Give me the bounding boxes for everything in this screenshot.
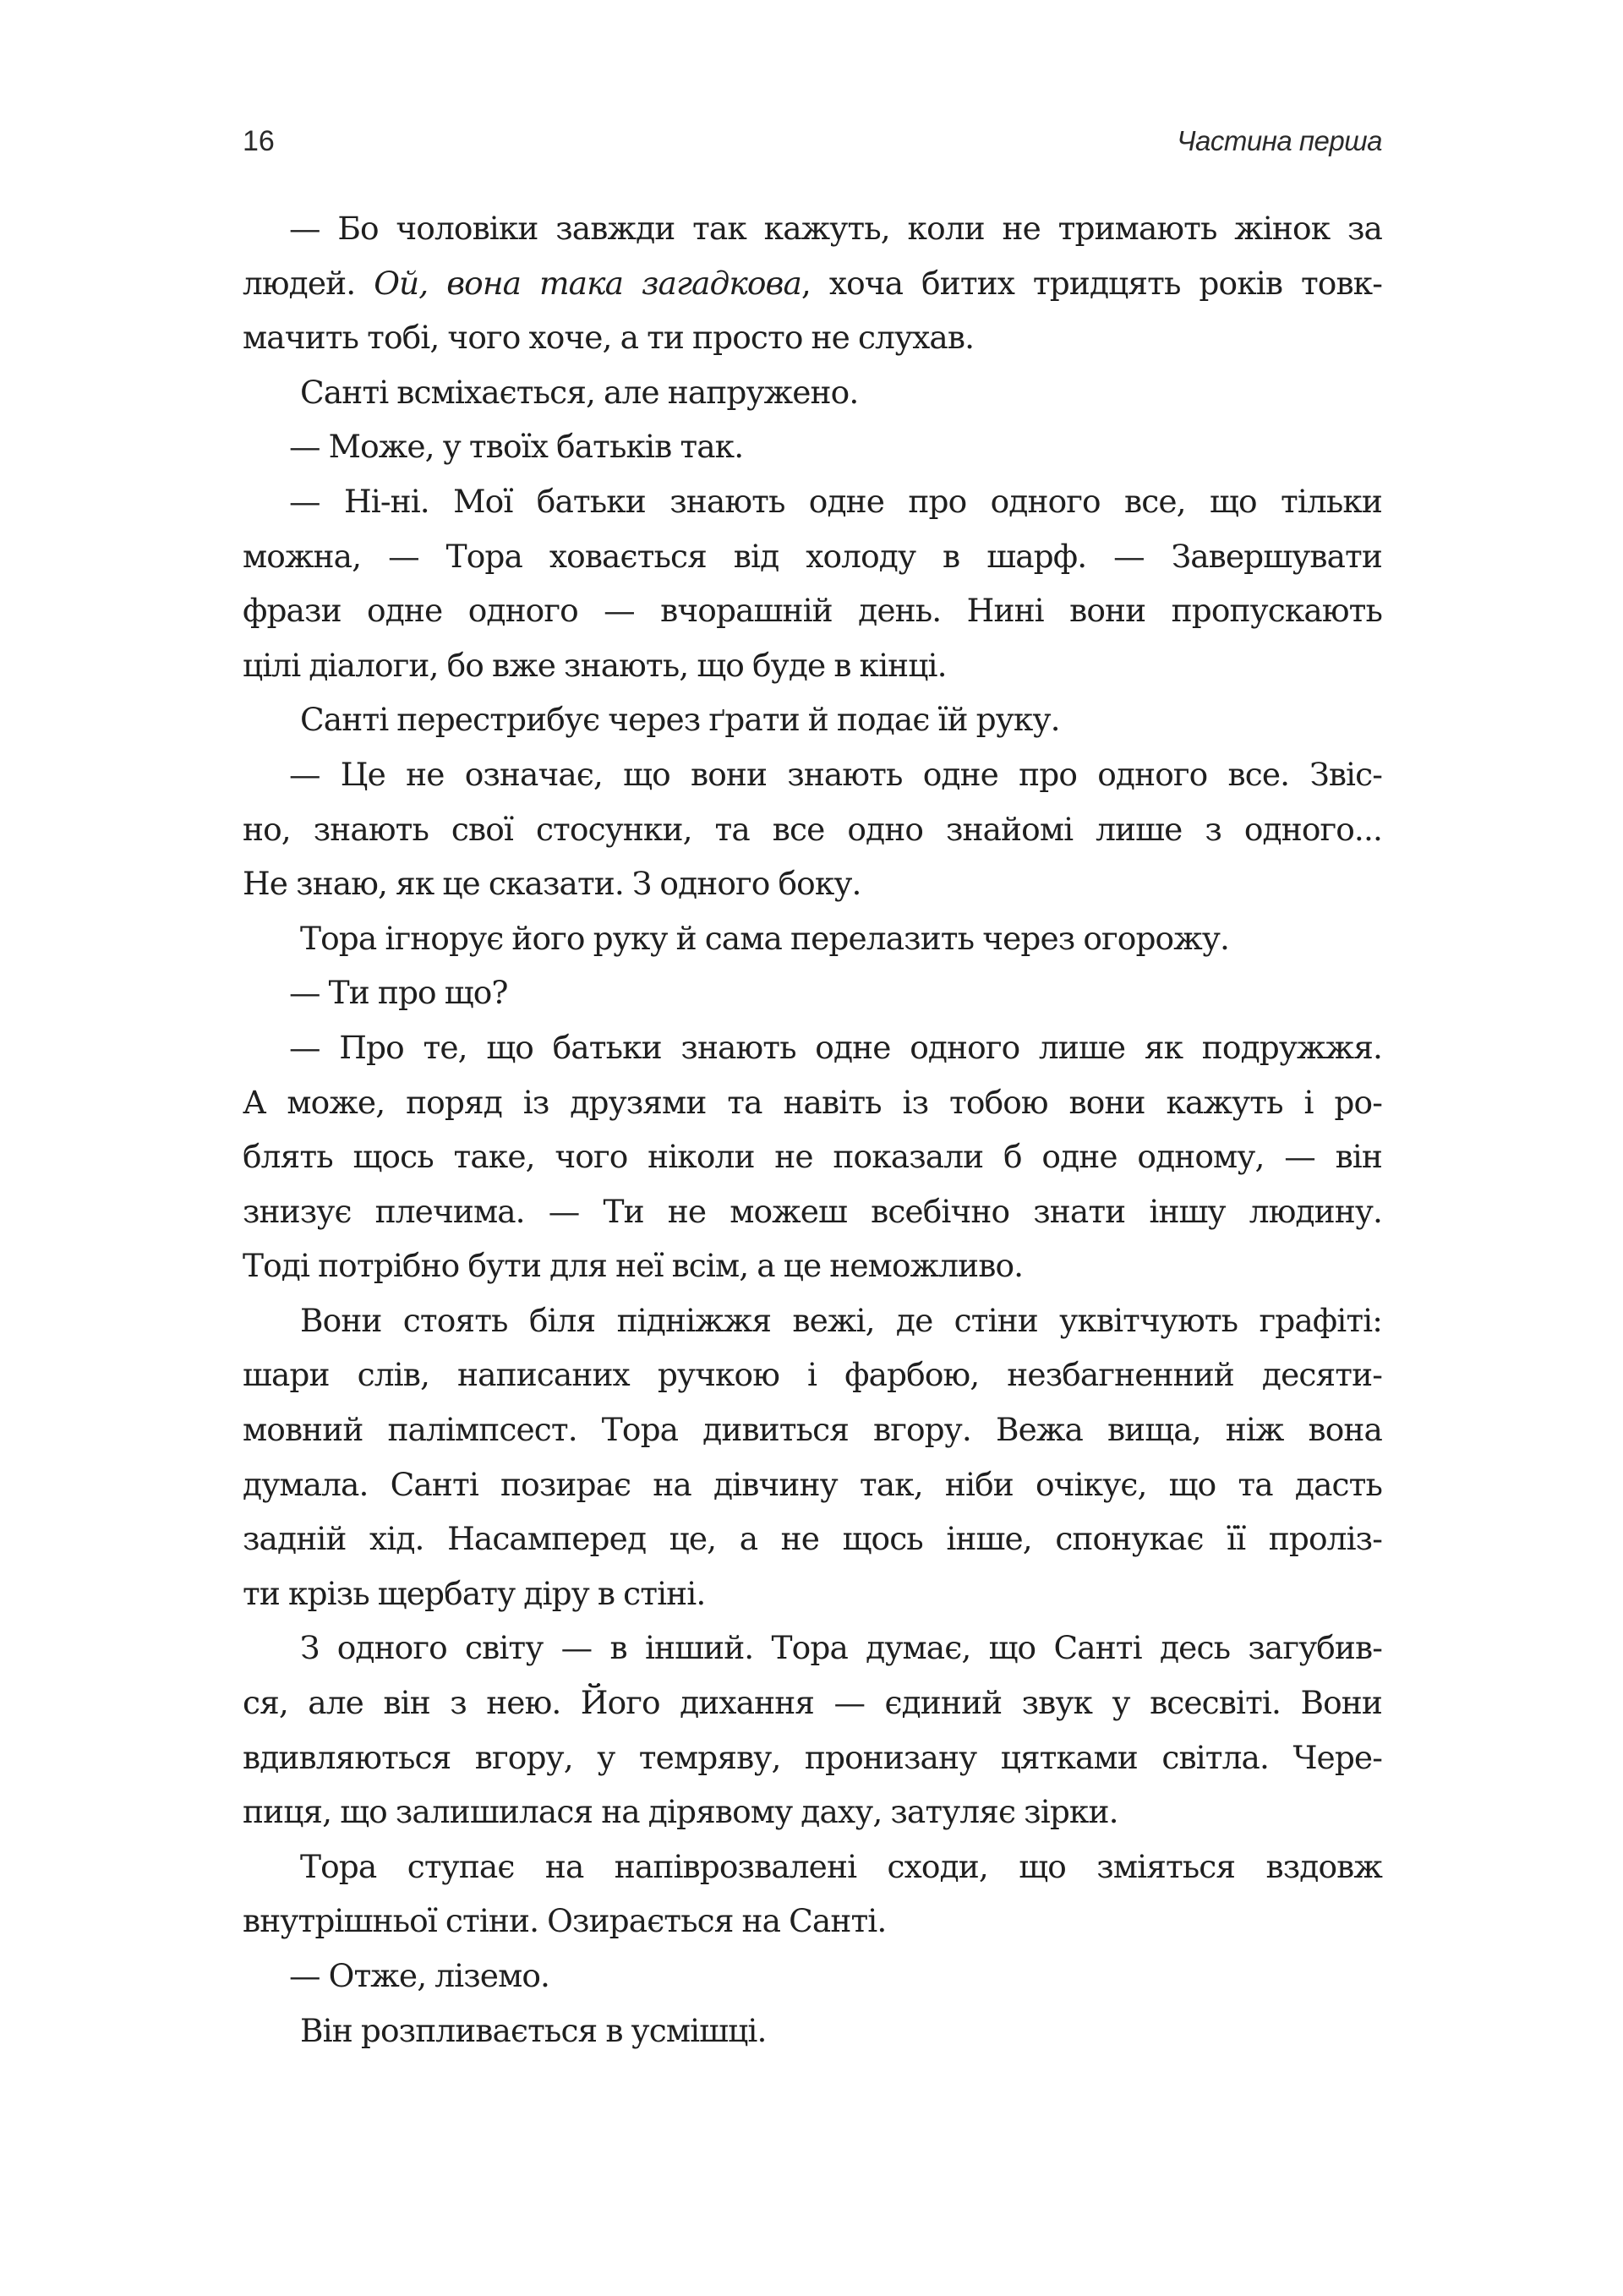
- text-line: Тора ігнорує його руку й сама перелазить через огорожу.: [300, 919, 1230, 957]
- text-line: знизує плечима. — Ти не можеш всебічно знати іншу людину.: [243, 1192, 1382, 1230]
- section-title: Частина перша: [1177, 125, 1382, 156]
- running-head: [243, 125, 1382, 167]
- text-line: Тоді потрібно бути для неї всім, а це неможливо.: [243, 1247, 1024, 1285]
- text-line: ти крізь щербату діру в стіні.: [243, 1574, 706, 1612]
- text-line: Він розпливається в усмішці.: [300, 2011, 767, 2049]
- text-line: внутрішньої стіни. Озирається на Санті.: [243, 1902, 887, 1940]
- text-line: цілі діалоги, бо вже знають, що буде в кінці.: [243, 646, 947, 684]
- text-line: — Бо чоловіки завжди так кажуть, коли не тримають жінок за: [289, 210, 1382, 247]
- text-line: — Ні-ні. Мої батьки знають одне про одного все, що тільки: [289, 482, 1382, 520]
- text-line: задній хід. Насамперед це, а не щось інше, спонукає її проліз-: [243, 1520, 1382, 1558]
- text-line: Не знаю, як це сказати. З одного боку.: [243, 865, 861, 903]
- text-segment: людей.: [243, 264, 374, 302]
- text-line: Вони стоять біля підніжжя вежі, де стіни уквітчують графіті:: [300, 1301, 1382, 1339]
- body-text: [243, 201, 1382, 2058]
- text-line: Тора ступає на напіврозвалені сходи, що зміяться вздовж: [300, 1847, 1382, 1885]
- text-line: мовний палімпсест. Тора дивиться вгору. Вежа вища, ніж вона: [243, 1411, 1382, 1449]
- text-line: З одного світу — в інший. Тора думає, що Санті десь загубив-: [300, 1629, 1382, 1667]
- text-line: — Отже, ліземо.: [289, 1957, 550, 1994]
- text-line: — Ти про що?: [289, 974, 508, 1012]
- text-line: — Про те, що батьки знають одне одного лише як подружжя.: [289, 1028, 1382, 1066]
- text-line: — Це не означає, що вони знають одне про одного все. Звіс-: [289, 755, 1382, 793]
- italic-text-segment: Ой, вона така загадкова: [374, 264, 801, 302]
- text-line: думала. Санті позирає на дівчину так, ніби очікує, що та дасть: [243, 1465, 1382, 1503]
- text-line: пиця, що залишилася на дірявому даху, затуляє зірки.: [243, 1793, 1118, 1831]
- page-number: 16: [243, 125, 275, 157]
- text-line: Санті перестрибує через ґрати й подає їй руку.: [300, 701, 1060, 739]
- text-line: А може, поряд із друзями та навіть із тобою вони кажуть і ро-: [243, 1083, 1382, 1121]
- text-line: фрази одне одного — вчорашній день. Нині вони пропускають: [243, 592, 1382, 630]
- text-line: мачить тобі, чого хоче, а ти просто не слухав.: [243, 319, 975, 357]
- text-line: шари слів, написаних ручкою і фарбою, незбагненний десяти-: [243, 1356, 1382, 1394]
- text-line: но, знають свої стосунки, та все одно знайомі лише з одного...: [243, 810, 1382, 848]
- text-line: ся, але він з нею. Його дихання — єдиний звук у всесвіті. Вони: [243, 1684, 1382, 1722]
- text-line: блять щось таке, чого ніколи не показали б одне одному, — він: [243, 1138, 1382, 1176]
- text-line: вдивляються вгору, у темряву, пронизану цятками світла. Чере-: [243, 1738, 1382, 1776]
- text-line: — Може, у твоїх батьків так.: [289, 428, 744, 466]
- text-line: Санті всміхається, але напружено.: [300, 373, 859, 411]
- text-line: [243, 256, 1382, 311]
- text-line: можна, — Тора ховається від холоду в шарф. — Завершувати: [243, 537, 1382, 575]
- text-segment: , хоча битих тридцять років товк-: [801, 264, 1382, 302]
